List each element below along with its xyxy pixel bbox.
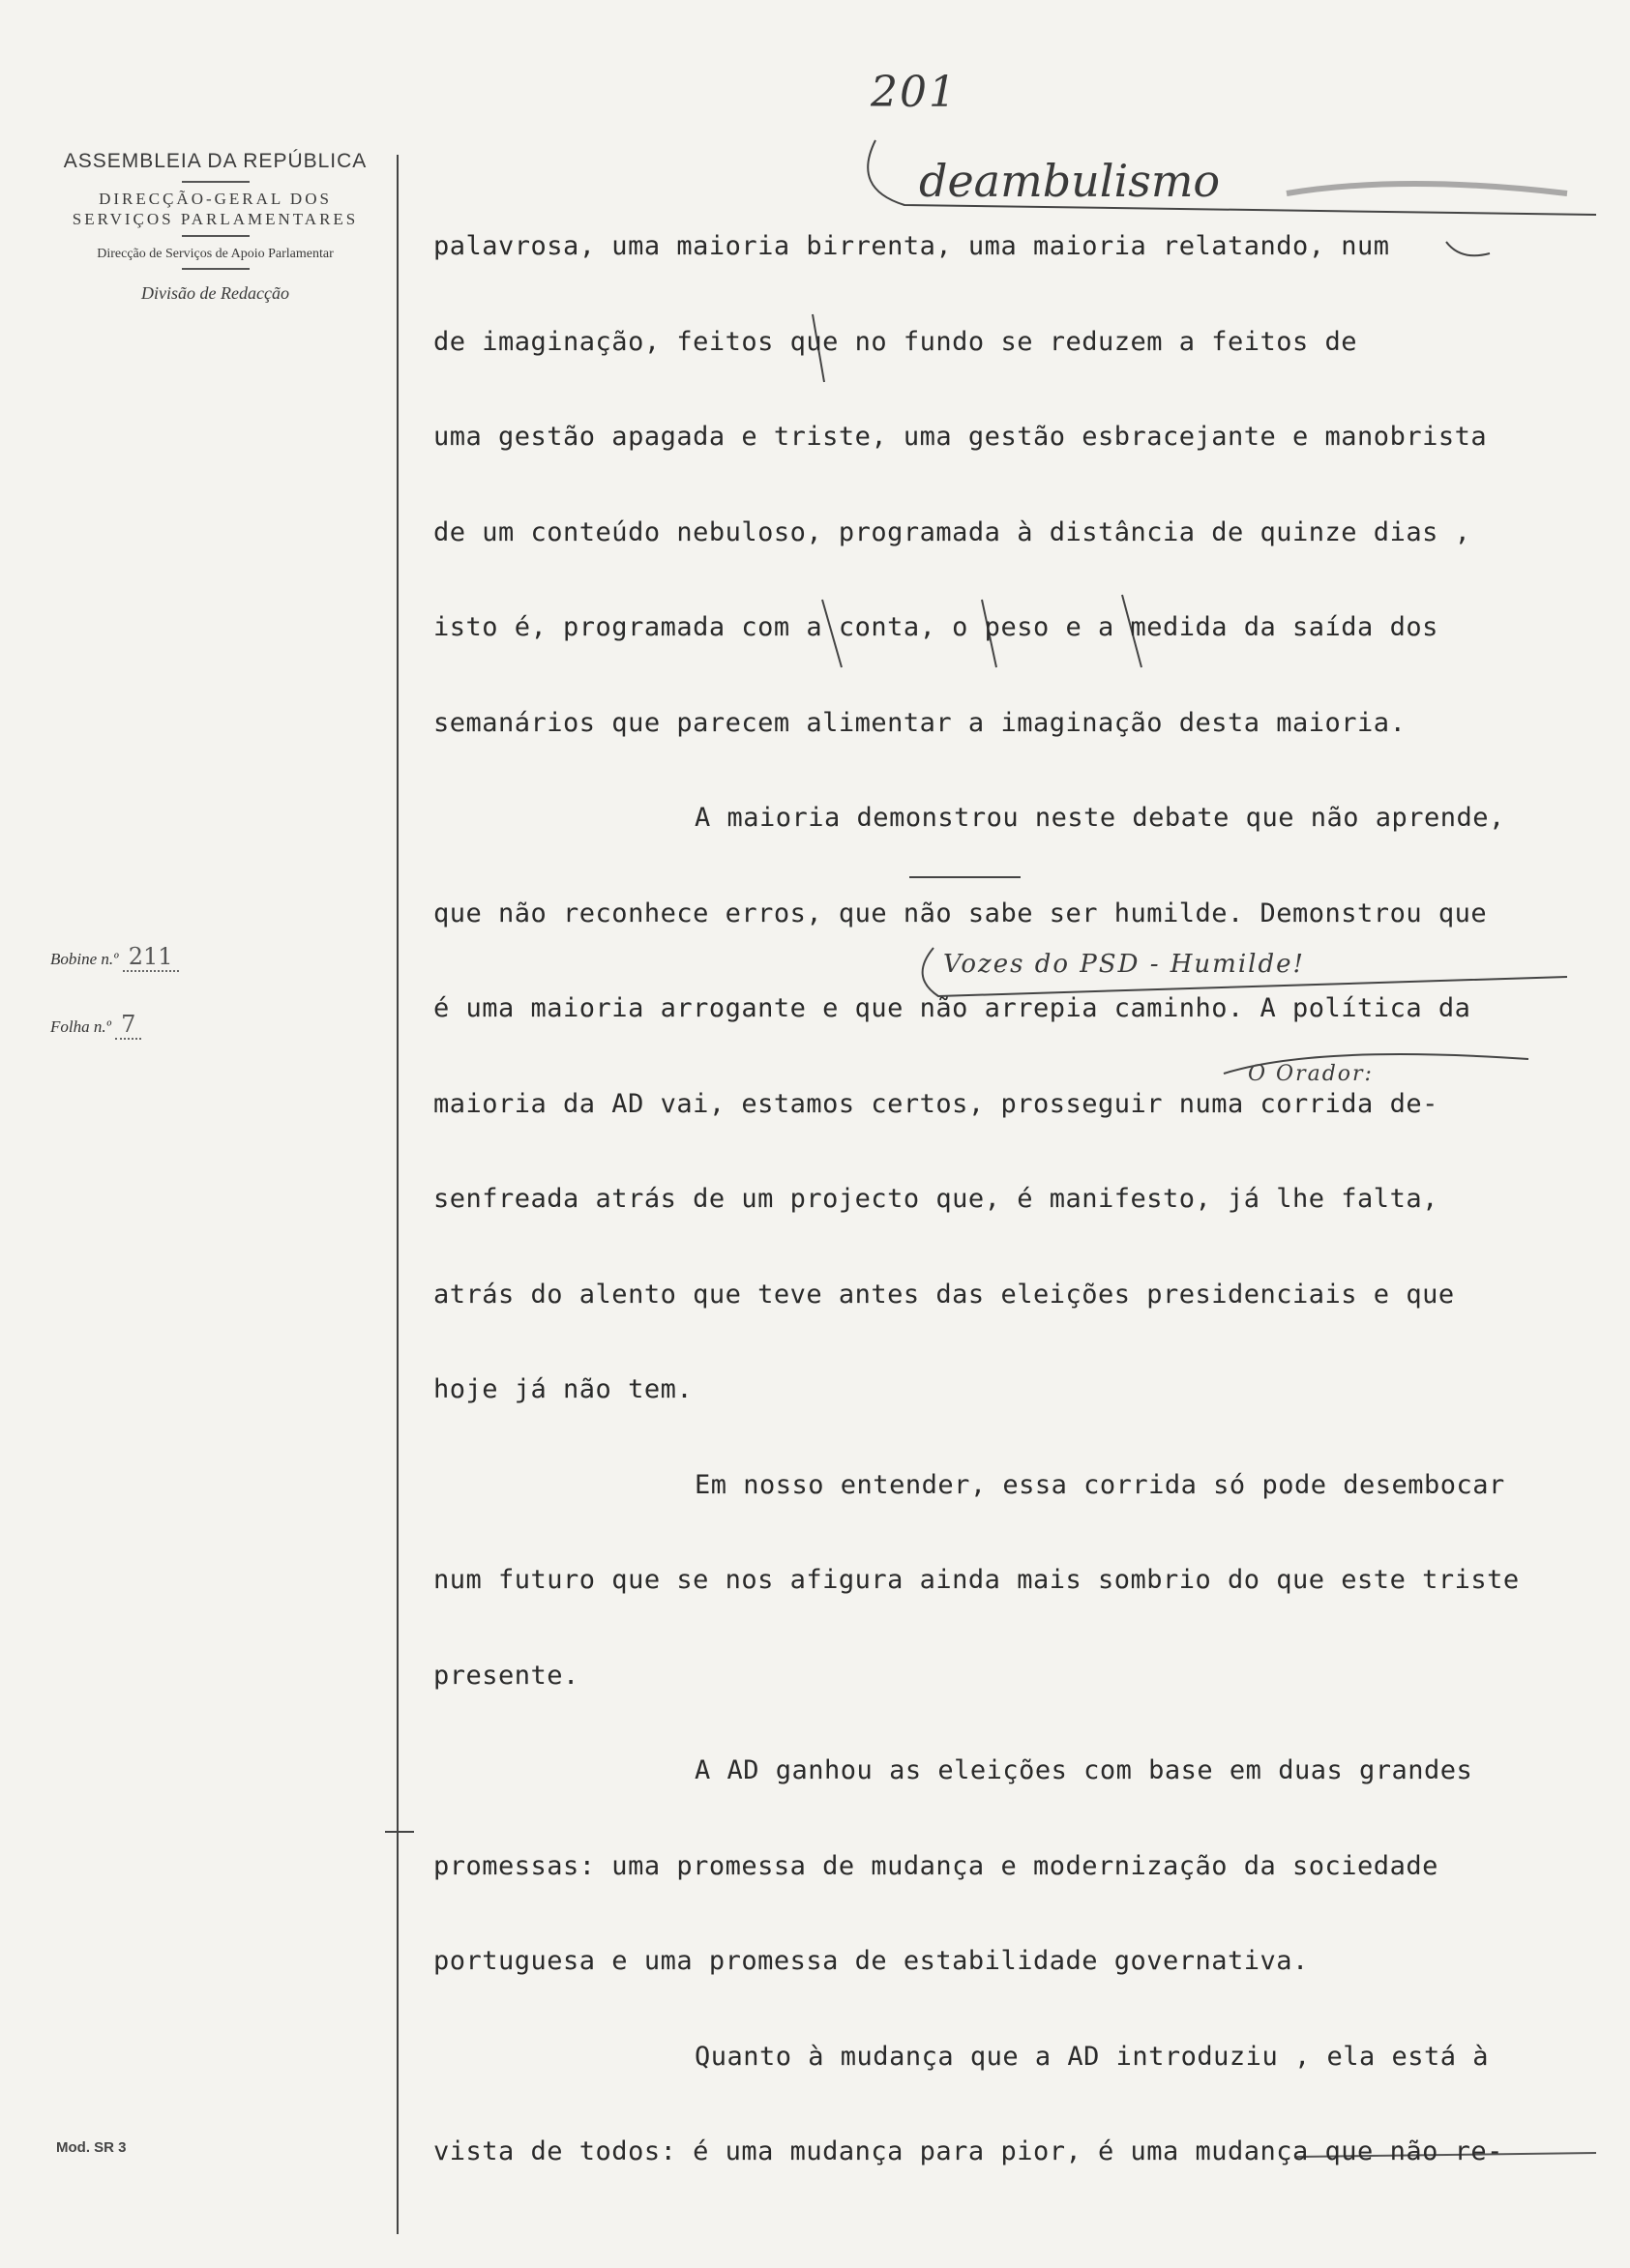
text-line: Quanto à mudança que a AD introduziu , ela está à [695,2041,1490,2072]
text-line: promessas: uma promessa de mudança e modernização da sociedade [433,1850,1438,1881]
text-line: senfreada atrás de um projecto que, é manifesto, já lhe falta, [433,1184,1438,1214]
text-line: vista de todos: é uma mudança para pior, é uma mudança que não re- [433,2136,1503,2166]
text-line: que não reconhece erros, que não sabe ser humilde. Demonstrou que [433,898,1488,928]
text-line: presente. [433,1660,579,1691]
handwritten-correction: deambulismo [919,155,1221,207]
bobine-value: 211 [123,943,179,972]
text-line: palavrosa, uma maioria birrenta, uma maioria relatando, num [433,231,1390,261]
text-line: isto é, programada com a conta, o peso e a medida da saída dos [433,612,1438,642]
text-line: Em nosso entender, essa corrida só pode desembocar [695,1469,1505,1500]
text-line: A maioria demonstrou neste debate que não aprende, [695,803,1505,833]
text-line: hoje já não tem. [433,1374,694,1404]
folha-value: 7 [115,1011,141,1040]
text-line: A AD ganhou as eleições com base em duas grandes [695,1755,1473,1785]
text-line: de um conteúdo nebuloso, programada à distância de quinze dias , [433,516,1471,547]
handwritten-speaker-label: O Orador: [1248,1062,1374,1086]
letterhead-title: ASSEMBLEIA DA REPÚBLICA [63,150,368,172]
handwritten-page-number: 201 [871,68,958,117]
letterhead-directorate-line1: DIRECÇÃO-GERAL DOS [99,190,332,208]
letterhead-division: Divisão de Redacção [141,283,289,303]
text-line: maioria da AD vai, estamos certos, prosseguir numa corrida de- [433,1088,1438,1119]
handwritten-interjection: Vozes do PSD - Humilde! [943,950,1305,979]
text-line: portuguesa e uma promessa de estabilidade governativa. [433,1946,1309,1976]
bobine-label: Bobine n.º [50,950,119,968]
text-line: de imaginação, feitos que no fundo se reduzem a feitos de [433,326,1358,357]
letterhead-service: Direcção de Serviços de Apoio Parlamentar [97,247,334,261]
folha-label: Folha n.º [50,1017,111,1036]
text-line: é uma maioria arrogante e que não arrepia caminho. A política da [433,993,1471,1023]
letterhead-directorate-line2: SERVIÇOS PARLAMENTARES [72,210,359,228]
text-line: num futuro que se nos afigura ainda mais sombrio do que este triste [433,1565,1520,1595]
form-model-code: Mod. SR 3 [56,2139,127,2156]
text-line: semanários que parecem alimentar a imaginação desta maioria. [433,707,1407,738]
text-line: uma gestão apagada e triste, uma gestão esbracejante e manobrista [433,422,1488,452]
text-line: atrás do alento que teve antes das eleições presidenciais e que [433,1279,1455,1310]
typed-transcript [433,224,1594,2225]
